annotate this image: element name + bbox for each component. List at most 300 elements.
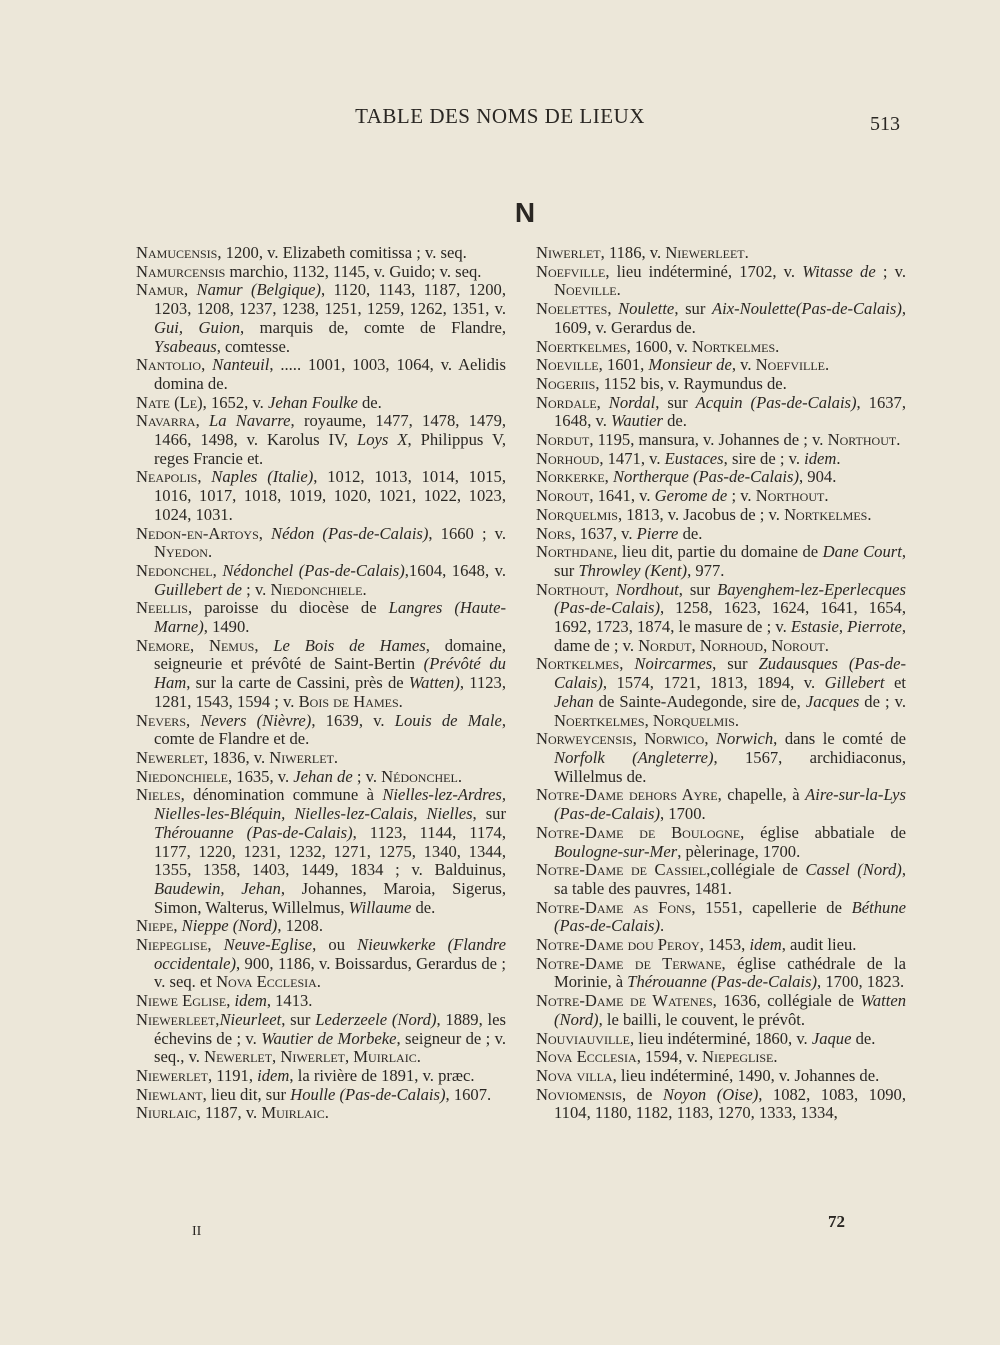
index-entry bbox=[536, 992, 906, 1029]
entry-text: , 1082, 1083, 1090, 1104, 1180, 1182, 1183, 1270, 1333, 1334, bbox=[554, 1084, 907, 1123]
index-entry bbox=[536, 899, 906, 936]
index-entry bbox=[536, 1048, 906, 1067]
entry-text: , 1413. bbox=[266, 991, 313, 1011]
entry-text: , 1637, 1648, v. bbox=[554, 392, 906, 431]
entry-italic-text: Zudausques (Pas-de-Calais) bbox=[554, 654, 906, 693]
entry-italic-text: Nordhout bbox=[615, 579, 679, 599]
entry-italic-text: Norfolk (Angleterre) bbox=[554, 747, 714, 767]
entry-text: ; v. bbox=[875, 261, 907, 281]
entry-headword: Noelettes bbox=[536, 299, 608, 319]
entry-text: , bbox=[596, 392, 609, 412]
index-entry bbox=[136, 263, 506, 282]
entry-text: marchio, 1132, 1145, v. Guido; v. seq. bbox=[225, 261, 482, 281]
entry-text: , bbox=[186, 710, 201, 730]
entry-headword: Neellis bbox=[136, 598, 188, 618]
entry-text: , 1641, v. bbox=[589, 486, 655, 506]
index-entry bbox=[536, 356, 906, 375]
entry-text: , sur bbox=[472, 804, 507, 824]
entry-italic-text: Jacques bbox=[805, 691, 860, 711]
entry-headword: Nova villa bbox=[536, 1065, 613, 1085]
entry-headword: Notre-Dame dou Peroy bbox=[536, 935, 700, 955]
entry-text: de. bbox=[357, 392, 382, 412]
entry-headword: Norkerke bbox=[536, 467, 605, 487]
entry-text: . bbox=[457, 766, 462, 786]
entry-text: , 1836, v. bbox=[203, 747, 270, 767]
entry-text: , bbox=[207, 935, 224, 955]
entry-text: , pèlerinage, 1700. bbox=[677, 841, 801, 861]
index-entry bbox=[536, 786, 906, 823]
entry-headword: Notre-Dame de Boulogne bbox=[536, 822, 741, 842]
entry-text: , Johannes, Maroia, Sigerus, Simon, Walterus, Willelmus, bbox=[154, 878, 506, 917]
entry-italic-text: Nevers (Nièvre) bbox=[200, 710, 312, 730]
entry-headword: Nordale bbox=[536, 392, 597, 412]
entry-text: , lieu indéterminé, 1490, v. Johannes de. bbox=[612, 1065, 880, 1085]
entry-headword: Notre-Dame de Terwane bbox=[536, 953, 722, 973]
entry-headword: Notre-Dame dehors Ayre bbox=[536, 785, 718, 805]
entry-italic-text: Baudewin, Jehan bbox=[154, 878, 281, 898]
index-entry bbox=[536, 936, 906, 955]
entry-text: , sa table des pauvres, 1481. bbox=[554, 860, 906, 898]
entry-text: , 1195, mansura, v. Johannes de ; v. bbox=[589, 430, 828, 450]
entry-headword: Norweycensis, Norwico bbox=[536, 729, 705, 749]
entry-text: , 1187, v. bbox=[196, 1103, 262, 1123]
entry-text: , domaine, seigneurie et prévôté de Saint-Bertin bbox=[154, 635, 506, 674]
entry-text: . bbox=[744, 243, 749, 262]
footer-signature-mark: II bbox=[192, 1224, 202, 1239]
index-column-left bbox=[136, 244, 506, 1123]
entry-text: , 1574, 1721, 1813, 1894, v. bbox=[602, 673, 825, 693]
entry-headword: Niepeglise bbox=[136, 935, 208, 955]
entry-headword: Northout bbox=[827, 430, 897, 450]
index-entry bbox=[536, 955, 906, 992]
entry-text: ; v. bbox=[242, 579, 271, 599]
entry-text: , 1208. bbox=[277, 916, 323, 936]
entry-text: , sur bbox=[554, 542, 907, 580]
entry-headword: Namur bbox=[136, 280, 184, 300]
page-header-title: TABLE DES NOMS DE LIEUX bbox=[355, 104, 645, 128]
entry-text: , 1637, v. bbox=[571, 523, 637, 543]
entry-text: . bbox=[824, 486, 829, 506]
entry-headword: Niewerleet bbox=[665, 243, 745, 262]
entry-italic-text: Norwich bbox=[715, 729, 774, 749]
entry-headword: Northdane bbox=[536, 542, 614, 562]
entry-headword: Niwerlet bbox=[536, 243, 601, 262]
entry-italic-text: Nieuwkerke (Flandre occidentale) bbox=[154, 935, 506, 973]
entry-italic-text: Noulette bbox=[618, 299, 675, 319]
index-entry bbox=[136, 244, 506, 263]
entry-text: , bbox=[212, 560, 223, 580]
entry-headword: Northout bbox=[536, 579, 605, 599]
entry-headword: Norquelmis bbox=[536, 504, 618, 524]
entry-headword: Noertkelmes bbox=[536, 336, 627, 356]
index-entry bbox=[536, 244, 906, 263]
entry-italic-text: Jaque bbox=[811, 1028, 852, 1048]
entry-headword: Nogeriis bbox=[536, 373, 596, 393]
entry-text: , bbox=[173, 916, 182, 936]
entry-text: , dénomination commune à bbox=[180, 785, 383, 805]
entry-headword: Niwerlet bbox=[269, 747, 334, 767]
entry-headword: Nantolio bbox=[136, 355, 202, 375]
index-entry bbox=[536, 468, 906, 487]
entry-italic-text: Dane Court bbox=[822, 542, 902, 562]
index-entry bbox=[536, 338, 906, 357]
entry-italic-text: Acquin (Pas-de-Calais) bbox=[695, 392, 857, 412]
index-entry bbox=[136, 768, 506, 787]
entry-text: . bbox=[734, 710, 740, 730]
entry-text: . bbox=[824, 635, 829, 655]
index-entry bbox=[136, 1086, 506, 1105]
entry-italic-text: Noircarmes bbox=[634, 654, 713, 674]
entry-text: , 1700. bbox=[660, 804, 706, 824]
entry-text: ,collégiale de bbox=[706, 860, 806, 880]
entry-headword: Notre-Dame de Watenes bbox=[536, 991, 713, 1011]
entry-headword: Nortkelmes bbox=[691, 336, 776, 356]
entry-text: , 1660 ; v. bbox=[428, 523, 507, 543]
entry-italic-text: Gillebert bbox=[824, 673, 885, 693]
entry-headword: Navarra bbox=[136, 411, 196, 431]
entry-text: . bbox=[207, 542, 213, 562]
entry-text: , bbox=[604, 467, 613, 487]
entry-headword: Nors bbox=[536, 523, 572, 543]
entry-italic-text: Noyon (Oise) bbox=[662, 1084, 759, 1104]
entry-text: , comtesse. bbox=[216, 336, 290, 356]
entry-text: ,1604, 1648, v. bbox=[404, 560, 506, 580]
entry-text: , lieu indéterminé, 1860, v. bbox=[629, 1028, 812, 1048]
entry-text: , 1609, v. Gerardus de. bbox=[554, 299, 906, 337]
entry-text: et bbox=[884, 673, 906, 693]
entry-italic-text: Eustaces bbox=[664, 448, 724, 468]
entry-headword: Northout bbox=[755, 486, 825, 506]
entry-headword: Notre-Dame de Cassiel bbox=[536, 860, 707, 880]
index-column-right bbox=[536, 244, 906, 1123]
entry-text: , bbox=[704, 729, 716, 749]
entry-italic-text: Aire-sur-la-Lys (Pas-de-Calais) bbox=[554, 785, 906, 824]
entry-text: . bbox=[316, 972, 321, 992]
index-entry bbox=[536, 861, 906, 898]
entry-text: , 1120, 1143, 1187, 1200, 1203, 1208, 1237, 1238, 1251, 1259, 1262, 1351, v. bbox=[154, 280, 507, 319]
entry-italic-text: Nédon (Pas-de-Calais) bbox=[271, 523, 429, 543]
entry-text: ; v. bbox=[352, 766, 382, 786]
entry-italic-text: Loys X bbox=[357, 430, 408, 450]
entry-text: , bbox=[184, 280, 197, 300]
entry-headword: Notre-Dame as Fons bbox=[536, 897, 692, 917]
entry-italic-text: Wautier bbox=[611, 411, 663, 431]
index-entry bbox=[536, 730, 906, 786]
entry-headword: Noeville bbox=[554, 280, 617, 300]
entry-italic-text: Guillebert de bbox=[154, 579, 243, 599]
entry-text: ; v. bbox=[727, 486, 756, 506]
entry-italic-text: Jehan Foulke bbox=[267, 392, 358, 412]
index-entry bbox=[536, 487, 906, 506]
entry-text: , 1012, 1013, 1014, 1015, 1016, 1017, 1018, 1019, 1020, 1021, 1022, 1023, 1024, 1031. bbox=[154, 467, 507, 524]
entry-text: , 1607. bbox=[445, 1084, 492, 1104]
index-entry bbox=[136, 562, 506, 599]
entry-italic-text: Estasie, Pierrote bbox=[790, 617, 902, 637]
entry-headword: Nedon-en-Artoys bbox=[136, 523, 259, 543]
entry-text: , 1700, 1823. bbox=[817, 972, 905, 992]
entry-italic-text: Cassel (Nord) bbox=[805, 860, 902, 880]
entry-headword: Niepe bbox=[136, 916, 174, 936]
entry-text: de. bbox=[851, 1028, 876, 1048]
entry-italic-text: Nordal bbox=[608, 392, 656, 412]
entry-italic-text: Naples (Italie) bbox=[211, 467, 314, 487]
entry-headword: Nordut bbox=[536, 430, 590, 450]
entry-text: de. bbox=[678, 523, 703, 543]
entry-text: , lieu dit, sur bbox=[202, 1084, 291, 1104]
index-entry bbox=[136, 712, 506, 749]
entry-text: , ..... 1001, 1003, 1064, v. Aelidis domina de. bbox=[154, 355, 507, 393]
entry-italic-text: Witasse de bbox=[802, 261, 876, 281]
entry-headword: Niedonchiele bbox=[270, 579, 363, 599]
index-entry bbox=[536, 824, 906, 861]
entry-text: , 1453, bbox=[699, 935, 750, 955]
entry-text: , église abbatiale de bbox=[740, 822, 906, 842]
index-entry bbox=[536, 300, 906, 337]
entry-text: de Sainte-Audegonde, sire de, bbox=[593, 691, 806, 711]
entry-text: , 1490. bbox=[203, 617, 250, 637]
entry-text: , bbox=[197, 467, 212, 487]
entry-headword: Namurcensis bbox=[136, 261, 226, 281]
entry-text: , 1600, v. bbox=[626, 336, 692, 356]
entry-headword: Nova Ecclesia bbox=[216, 972, 317, 992]
entry-text: , dame de ; v. bbox=[554, 617, 906, 655]
entry-text: , de bbox=[622, 1084, 663, 1104]
index-entry bbox=[136, 749, 506, 768]
index-entry bbox=[536, 431, 906, 450]
entry-italic-text: Jehan de bbox=[293, 766, 353, 786]
entry-text: , seigneur de ; v. seq., v. bbox=[154, 1028, 506, 1067]
entry-italic-text: Lederzeele (Nord) bbox=[315, 1009, 437, 1029]
index-entry bbox=[536, 375, 906, 394]
entry-italic-text: Boulogne-sur-Mer bbox=[554, 841, 678, 861]
entry-headword: Nédonchel bbox=[381, 766, 458, 786]
entry-text: , la rivière de 1891, v. præc. bbox=[289, 1065, 475, 1085]
entry-text: , 1471, v. bbox=[599, 448, 665, 468]
entry-text: , bbox=[201, 355, 213, 375]
entry-text: , 904. bbox=[799, 467, 837, 487]
entry-text: , lieu indéterminé, 1702, v. bbox=[605, 261, 803, 281]
entry-headword: Nordut, Norhoud, Norout bbox=[638, 635, 825, 655]
index-entry bbox=[136, 525, 506, 562]
entry-text: , 977. bbox=[687, 560, 725, 580]
entry-italic-text: Watten) bbox=[408, 673, 460, 693]
entry-text: . bbox=[333, 747, 339, 767]
entry-text: , paroisse du diocèse de bbox=[187, 598, 389, 618]
index-entry bbox=[536, 394, 906, 431]
entry-text: , Philippus V, reges Francie et. bbox=[154, 430, 506, 468]
entry-text: , bbox=[619, 654, 635, 674]
entry-text: , 1191, bbox=[207, 1065, 258, 1085]
entry-headword: Bois de Hames bbox=[298, 691, 399, 711]
entry-text: , bbox=[226, 991, 235, 1011]
entry-text: , audit lieu. bbox=[781, 935, 857, 955]
entry-headword: Niewlant bbox=[136, 1084, 203, 1104]
footer-sheet-number: 72 bbox=[828, 1212, 845, 1231]
entry-italic-text: Nanteuil bbox=[212, 355, 270, 375]
entry-text: , chapelle, à bbox=[717, 785, 806, 805]
entry-text: , comte de Flandre et de. bbox=[154, 710, 506, 749]
entry-italic-text: Houlle (Pas-de-Calais) bbox=[290, 1084, 446, 1104]
entry-text: , dans le comté de bbox=[773, 729, 906, 749]
entry-text: , lieu dit, partie du domaine de bbox=[613, 542, 823, 562]
entry-italic-text: Le Bois de Hames bbox=[273, 635, 426, 655]
entry-italic-text: Langres (Haute-Marne) bbox=[154, 598, 506, 637]
index-entry bbox=[136, 599, 506, 636]
index-entry bbox=[136, 1067, 506, 1086]
entry-text: . bbox=[398, 691, 403, 711]
entry-text: , bbox=[195, 411, 209, 431]
entry-text: , bbox=[215, 1009, 220, 1029]
entry-italic-text: Jehan bbox=[554, 691, 594, 711]
entry-text: , 1123, 1281, 1543, 1594 ; v. bbox=[154, 673, 506, 711]
entry-text: , 1258, 1623, 1624, 1641, 1654, 1692, 1723, 1874, le masure de ; v. bbox=[554, 598, 906, 637]
entry-headword: Nate (Le) bbox=[136, 392, 203, 412]
entry-text: , 1200, v. Elizabeth comitissa ; v. seq. bbox=[217, 243, 467, 262]
entry-text: , bbox=[607, 299, 619, 319]
entry-italic-text: Béthune (Pas-de-Calais) bbox=[554, 897, 906, 936]
entry-headword: Norhoud bbox=[536, 448, 600, 468]
entry-italic-text: Nielles-lez-Ardres, Nielles-les-Bléquin, Nielles-lez-Calais, Nielles bbox=[154, 785, 506, 824]
entry-italic-text: Willaume bbox=[348, 897, 412, 917]
entry-text: , église cathédrale de la Morinie, à bbox=[554, 953, 906, 992]
entry-italic-text: Thérouanne (Pas-de-Calais) bbox=[627, 972, 818, 992]
entry-italic-text: Ysabeaus bbox=[154, 336, 217, 356]
entry-headword: Niurlaic bbox=[136, 1103, 197, 1123]
entry-text: , 1636, collégiale de bbox=[712, 991, 861, 1011]
entry-text: , sur bbox=[281, 1009, 316, 1029]
index-entry bbox=[136, 281, 506, 356]
entry-text: , 1551, capellerie de bbox=[691, 897, 852, 917]
entry-headword: Nemore, Nemus bbox=[136, 635, 255, 655]
entry-text: . bbox=[773, 1047, 778, 1067]
index-entry bbox=[136, 1011, 506, 1067]
index-entry bbox=[136, 394, 506, 413]
entry-headword: Nova Ecclesia bbox=[536, 1047, 637, 1067]
index-entry bbox=[136, 917, 506, 936]
entry-text: . bbox=[616, 280, 621, 300]
entry-text: , 1186, v. bbox=[600, 243, 666, 262]
entry-headword: Noefville bbox=[755, 355, 825, 375]
index-entry bbox=[136, 468, 506, 524]
entry-text: . bbox=[416, 1047, 421, 1067]
entry-italic-text: Neuve-Eglise bbox=[223, 935, 313, 955]
index-entry bbox=[536, 655, 906, 730]
entry-italic-text: idem bbox=[234, 991, 267, 1011]
entry-italic-text: idem bbox=[257, 1065, 290, 1085]
entry-italic-text: Nédonchel (Pas-de-Calais) bbox=[222, 560, 405, 580]
entry-text: de. bbox=[411, 897, 436, 917]
entry-headword: Niewerlet bbox=[136, 1065, 208, 1085]
entry-text: , 1813, v. Jacobus de ; v. bbox=[618, 504, 785, 524]
entry-headword: Noefville bbox=[536, 261, 606, 281]
entry-text: , 1889, les échevins de ; v. bbox=[154, 1009, 506, 1048]
entry-italic-text: Gerome de bbox=[654, 486, 728, 506]
entry-text: , sur bbox=[655, 392, 696, 412]
entry-headword: Niepeglise bbox=[702, 1047, 774, 1067]
entry-text: , bbox=[254, 635, 274, 655]
entry-headword: Namucensis bbox=[136, 243, 218, 262]
entry-italic-text: La Navarre bbox=[209, 411, 291, 431]
entry-text: de ; v. bbox=[859, 691, 906, 711]
entry-italic-text: Northerque (Pas-de-Calais) bbox=[612, 467, 799, 487]
entry-text: . bbox=[775, 336, 780, 356]
entry-text: . bbox=[660, 916, 665, 936]
entry-headword: Nedonchel bbox=[136, 560, 213, 580]
entry-italic-text: Wautier de Morbeke bbox=[261, 1028, 397, 1048]
entry-text: . bbox=[836, 448, 841, 468]
entry-text: , sur bbox=[678, 579, 718, 599]
index-entry bbox=[136, 936, 506, 992]
index-entry bbox=[136, 637, 506, 712]
entry-text: , 1567, archidiaconus, Willelmus de. bbox=[554, 747, 906, 786]
entry-text: , marquis de, comte de Flandre, bbox=[240, 317, 506, 337]
entry-italic-text: Throwley (Kent) bbox=[578, 560, 688, 580]
entry-headword: Niedonchiele bbox=[136, 766, 228, 786]
entry-italic-text: Bayenghem-lez-Eperlecques (Pas-de-Calais) bbox=[554, 579, 907, 618]
index-entry bbox=[536, 581, 906, 656]
entry-headword: Noviomensis bbox=[536, 1084, 622, 1104]
entry-text: . bbox=[824, 355, 830, 375]
entry-text: , 1652, v. bbox=[202, 392, 268, 412]
entry-headword: Nouviauville bbox=[536, 1028, 630, 1048]
entry-italic-text: Thérouanne (Pas-de-Calais) bbox=[154, 822, 353, 842]
entry-italic-text: Watten (Nord) bbox=[554, 991, 906, 1029]
entry-text: de. bbox=[662, 411, 687, 431]
entry-text: . bbox=[324, 1103, 329, 1123]
index-entry bbox=[536, 543, 906, 580]
entry-text: . bbox=[362, 579, 367, 599]
entry-text: , 1601, bbox=[598, 355, 649, 375]
entry-headword: Nortkelmes bbox=[536, 654, 620, 674]
entry-headword: Nyedon bbox=[154, 542, 208, 562]
entry-headword: Newerlet bbox=[136, 747, 204, 767]
entry-headword: Neapolis bbox=[136, 467, 198, 487]
entry-text: . bbox=[867, 504, 872, 524]
entry-italic-text: Namur (Belgique) bbox=[196, 280, 321, 300]
index-entry bbox=[136, 992, 506, 1011]
section-letter-heading: N bbox=[514, 197, 536, 228]
index-entry bbox=[136, 786, 506, 917]
entry-text: , 900, 1186, v. Boissardus, Gerardus de ; v. seq. et bbox=[154, 953, 506, 992]
entry-text: , ou bbox=[312, 935, 358, 955]
entry-italic-text: Monsieur de bbox=[648, 355, 732, 375]
entry-italic-text: idem bbox=[804, 448, 837, 468]
entry-headword: Nieles bbox=[136, 785, 181, 805]
index-entry bbox=[536, 1086, 906, 1123]
entry-text: , sur bbox=[712, 654, 759, 674]
entry-text: , 1594, v. bbox=[636, 1047, 703, 1067]
index-entry bbox=[536, 506, 906, 525]
entry-italic-text: idem bbox=[749, 935, 782, 955]
page-number: 513 bbox=[870, 113, 900, 135]
entry-headword: Noertkelmes, Norquelmis bbox=[554, 710, 735, 730]
entry-italic-text: (Prévôté du Ham bbox=[154, 654, 506, 693]
entry-text: , royaume, 1477, 1478, 1479, 1466, 1498, v. Karolus IV, bbox=[154, 411, 507, 450]
entry-text: , 1152 bis, v. Raymundus de. bbox=[595, 373, 787, 393]
index-entry bbox=[136, 356, 506, 393]
entry-headword: Nevers bbox=[136, 710, 186, 730]
entry-text: , bbox=[604, 579, 616, 599]
index-entry bbox=[136, 412, 506, 468]
entry-text: , 1635, v. bbox=[227, 766, 294, 786]
entry-italic-text: Nieurleet bbox=[219, 1009, 282, 1029]
entry-italic-text: Nieppe (Nord) bbox=[181, 916, 278, 936]
index-entry bbox=[136, 1104, 506, 1123]
index-entry bbox=[536, 450, 906, 469]
entry-italic-text: Louis de Male bbox=[394, 710, 502, 730]
entry-headword: Nortkelmes bbox=[784, 504, 868, 524]
index-entry bbox=[536, 263, 906, 300]
